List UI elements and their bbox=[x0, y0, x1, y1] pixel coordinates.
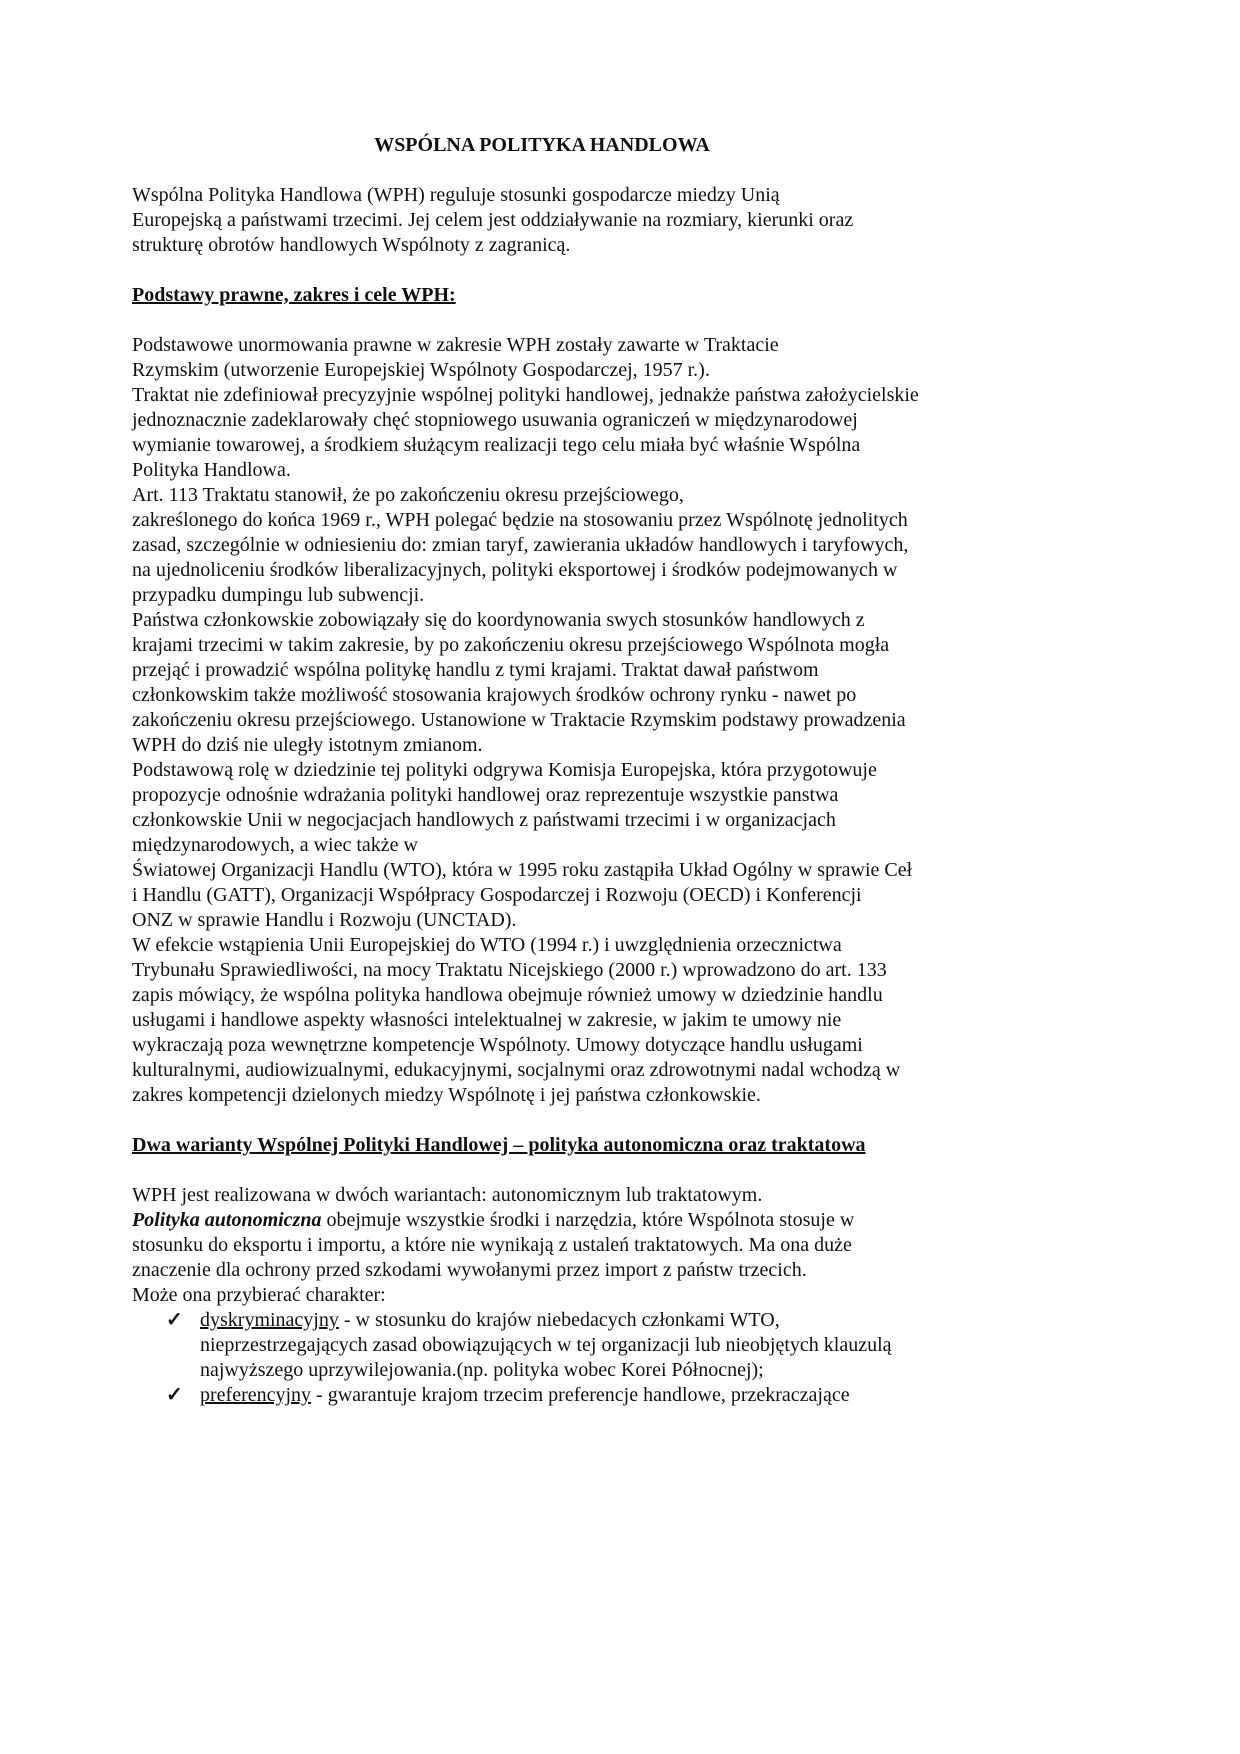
body-line: i Handlu (GATT), Organizacji Współpracy Gospodarczej i Rozwoju (OECD) i Konferencji bbox=[132, 884, 862, 906]
bullet-line bbox=[132, 1383, 1112, 1408]
body-line: zakreślonego do końca 1969 r., WPH polegać będzie na stosowaniu przez Wspólnotę jednolitych bbox=[132, 509, 908, 531]
check-icon: ✓ bbox=[166, 1309, 183, 1331]
bullet-line bbox=[132, 1333, 1112, 1358]
body-line: Traktat nie zdefiniował precyzyjnie wspólnej polityki handlowej, jednakże państwa założycielskie bbox=[132, 384, 919, 406]
bullet-term: dyskryminacyjny bbox=[200, 1309, 339, 1331]
body-line: na ujednoliceniu środków liberalizacyjnych, polityki eksportowej i środków podejmowanych w bbox=[132, 559, 898, 581]
body-line: WPH jest realizowana w dwóch wariantach: autonomicznym lub traktatowym. bbox=[132, 1184, 763, 1206]
blank-line bbox=[132, 308, 1112, 333]
blank-line bbox=[132, 158, 1112, 183]
document-page bbox=[132, 133, 1112, 1408]
body-line: Podstawowe unormowania prawne w zakresie WPH zostały zawarte w Traktacie bbox=[132, 334, 779, 356]
body-line: członkowskie Unii w negocjacjach handlowych z państwami trzecimi i w organizacjach bbox=[132, 809, 836, 831]
body-line: zapis mówiący, że wspólna polityka handlowa obejmuje również umowy w dziedzinie handlu bbox=[132, 984, 883, 1006]
body-line: Art. 113 Traktatu stanowił, że po zakończeniu okresu przejściowego, bbox=[132, 484, 684, 506]
body-line: Rzymskim (utworzenie Europejskiej Wspólnoty Gospodarczej, 1957 r.). bbox=[132, 359, 710, 381]
bullet-text: najwyższego uprzywilejowania.(np. polityka wobec Korei Północnej); bbox=[200, 1359, 764, 1381]
body-line: krajami trzecimi w takim zakresie, by po zakończeniu okresu przejściowego Wspólnota mogła bbox=[132, 634, 890, 656]
body-line: W efekcie wstąpienia Unii Europejskiej do WTO (1994 r.) i uwzględnienia orzecznictwa bbox=[132, 934, 842, 956]
body-line: ONZ w sprawie Handlu i Rozwoju (UNCTAD). bbox=[132, 909, 517, 931]
intro-line: strukturę obrotów handlowych Wspólnoty z zagranicą. bbox=[132, 234, 571, 256]
body-line: stosunku do eksportu i importu, a które nie wynikają z ustaleń traktatowych. Ma ona duże bbox=[132, 1234, 852, 1256]
bullet-line bbox=[132, 1308, 1112, 1333]
section-heading: Podstawy prawne, zakres i cele WPH: bbox=[132, 284, 456, 306]
body-line: międzynarodowych, a wiec także w bbox=[132, 834, 418, 856]
body-line: Państwa członkowskie zobowiązały się do koordynowania swych stosunków handlowych z bbox=[132, 609, 865, 631]
bold-term: Polityka autonomiczna bbox=[132, 1209, 322, 1231]
bullet-text: - gwarantuje krajom trzecim preferencje handlowe, przekraczające bbox=[311, 1384, 850, 1406]
body-line: Światowej Organizacji Handlu (WTO), która w 1995 roku zastąpiła Układ Ogólny w sprawie Ceł bbox=[132, 859, 913, 881]
intro-line: Europejską a państwami trzecimi. Jej celem jest oddziaływanie na rozmiary, kierunki oraz bbox=[132, 209, 854, 231]
body-line: zasad, szczególnie w odniesieniu do: zmian taryf, zawierania układów handlowych i taryfowych, bbox=[132, 534, 909, 556]
body-line: Może ona przybierać charakter: bbox=[132, 1284, 386, 1306]
body-text: obejmuje wszystkie środki i narzędzia, które Wspólnota stosuje w bbox=[321, 1209, 855, 1231]
bullet-text: nieprzestrzegających zasad obowiązujących w tej organizacji lub nieobjętych klauzulą bbox=[200, 1334, 892, 1356]
body-line: członkowskim także możliwość stosowania krajowych środków ochrony rynku - nawet po bbox=[132, 684, 857, 706]
body-line: jednoznacznie zadeklarowały chęć stopniowego usuwania ograniczeń w międzynarodowej bbox=[132, 409, 858, 431]
blank-line bbox=[132, 1158, 1112, 1183]
body-line: zakończeniu okresu przejściowego. Ustanowione w Traktacie Rzymskim podstawy prowadzenia bbox=[132, 709, 906, 731]
document-title: WSPÓLNA POLITYKA HANDLOWA bbox=[374, 134, 710, 156]
body-line bbox=[132, 1208, 1112, 1233]
intro-line: Wspólna Polityka Handlowa (WPH) reguluje stosunki gospodarcze miedzy Unią bbox=[132, 184, 780, 206]
body-line: przypadku dumpingu lub subwencji. bbox=[132, 584, 425, 606]
body-line: WPH do dziś nie uległy istotnym zmianom. bbox=[132, 734, 483, 756]
body-line: przejąć i prowadzić wspólna politykę handlu z tymi krajami. Traktat dawał państwom bbox=[132, 659, 819, 681]
body-line: wymianie towarowej, a środkiem służącym realizacji tego celu miała być właśnie Wspólna bbox=[132, 434, 861, 456]
body-line: zakres kompetencji dzielonych miedzy Wspólnotę i jej państwa członkowskie. bbox=[132, 1084, 761, 1106]
body-line: propozycje odnośnie wdrażania polityki handlowej oraz reprezentuje wszystkie panstwa bbox=[132, 784, 839, 806]
bullet-term: preferencyjny bbox=[200, 1384, 312, 1406]
body-line: Podstawową rolę w dziedzinie tej polityki odgrywa Komisja Europejska, która przygotowuje bbox=[132, 759, 877, 781]
bullet-line bbox=[132, 1358, 1112, 1383]
body-line: Trybunału Sprawiedliwości, na mocy Traktatu Nicejskiego (2000 r.) wprowadzono do art. 133 bbox=[132, 959, 887, 981]
body-line: wykraczają poza wewnętrzne kompetencje Wspólnoty. Umowy dotyczące handlu usługami bbox=[132, 1034, 863, 1056]
body-line: usługami i handlowe aspekty własności intelektualnej w zakresie, w jakim te umowy nie bbox=[132, 1009, 842, 1031]
body-line: kulturalnymi, audiowizualnymi, edukacyjnymi, socjalnymi oraz zdrowotnymi nadal wchodzą w bbox=[132, 1059, 901, 1081]
body-line: Polityka Handlowa. bbox=[132, 459, 291, 481]
bullet-text: - w stosunku do krajów niebedacych członkami WTO, bbox=[338, 1309, 780, 1331]
blank-line bbox=[132, 258, 1112, 283]
blank-line bbox=[132, 1108, 1112, 1133]
section-heading: Dwa warianty Wspólnej Polityki Handlowej – polityka autonomiczna oraz traktatowa bbox=[132, 1134, 866, 1156]
body-line: znaczenie dla ochrony przed szkodami wywołanymi przez import z państw trzecich. bbox=[132, 1259, 807, 1281]
check-icon: ✓ bbox=[166, 1384, 183, 1406]
